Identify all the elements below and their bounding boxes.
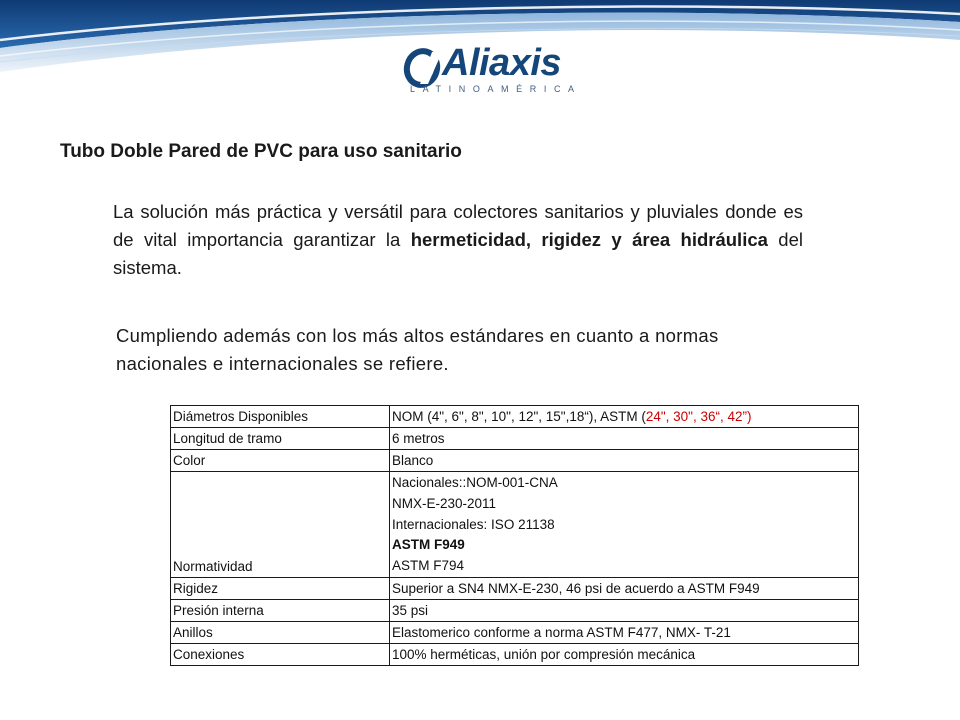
table-row	[171, 406, 859, 428]
intro-text-bold: hermeticidad, rigidez y área hidráulica	[410, 229, 768, 250]
logo-mark-icon	[402, 48, 446, 88]
spec-value	[390, 406, 859, 428]
spec-value: 35 psi	[390, 599, 859, 621]
table-row	[171, 450, 859, 472]
spec-label: Presión interna	[171, 599, 390, 621]
standards-paragraph: Cumpliendo además con los más altos estándares en cuanto a normas nacionales e internacionales se refiere.	[116, 325, 719, 374]
spec-value: Superior a SN4 NMX-E-230, 46 psi de acuerdo a ASTM F949	[390, 577, 859, 599]
norm-line: ASTM F949	[392, 537, 465, 553]
norm-line: NMX-E-230-2011	[392, 495, 497, 511]
table-row	[171, 599, 859, 621]
intro-text-2: del sistema.	[113, 229, 803, 278]
spec-value: Blanco	[390, 450, 859, 472]
spec-label: Anillos	[171, 621, 390, 643]
diameter-nom: NOM (4", 6", 8", 10", 12", 15",18“), ASTM (	[392, 409, 646, 424]
diameter-astm: 24", 30", 36“, 42”	[645, 409, 747, 424]
table-row	[171, 621, 859, 643]
table-row	[171, 643, 859, 665]
specs-table	[170, 405, 859, 666]
intro-text-1: La solución más práctica y versátil para colectores sanitarios y pluviales donde es de vital importancia garantizar la	[113, 201, 803, 250]
spec-label: Normatividad	[171, 472, 390, 578]
logo-subtitle: LATINOAMÉRICA	[410, 84, 582, 94]
diameter-close: )	[747, 409, 752, 424]
norm-line: Nacionales::NOM-001-CNA	[392, 475, 558, 490]
page-title: Tubo Doble Pared de PVC para uso sanitario	[60, 141, 462, 162]
logo-name: Aliaxis	[442, 42, 562, 84]
spec-label: Diámetros Disponibles	[171, 406, 390, 428]
table-row	[171, 577, 859, 599]
norm-line: ASTM F794	[392, 558, 465, 574]
spec-value: Elastomerico conforme a norma ASTM F477, NMX- T-21	[390, 621, 859, 643]
spec-label: Rigidez	[171, 577, 390, 599]
spec-label: Color	[171, 450, 390, 472]
spec-value: 6 metros	[390, 428, 859, 450]
spec-label: Conexiones	[171, 643, 390, 665]
spec-value: 100% herméticas, unión por compresión mecánica	[390, 643, 859, 665]
table-row	[171, 472, 859, 578]
intro-paragraph	[113, 198, 803, 282]
table-row	[171, 428, 859, 450]
spec-label: Longitud de tramo	[171, 428, 390, 450]
norm-line: Internacionales: ISO 21138	[392, 516, 555, 532]
spec-value	[390, 472, 859, 578]
aliaxis-logo	[398, 40, 582, 100]
